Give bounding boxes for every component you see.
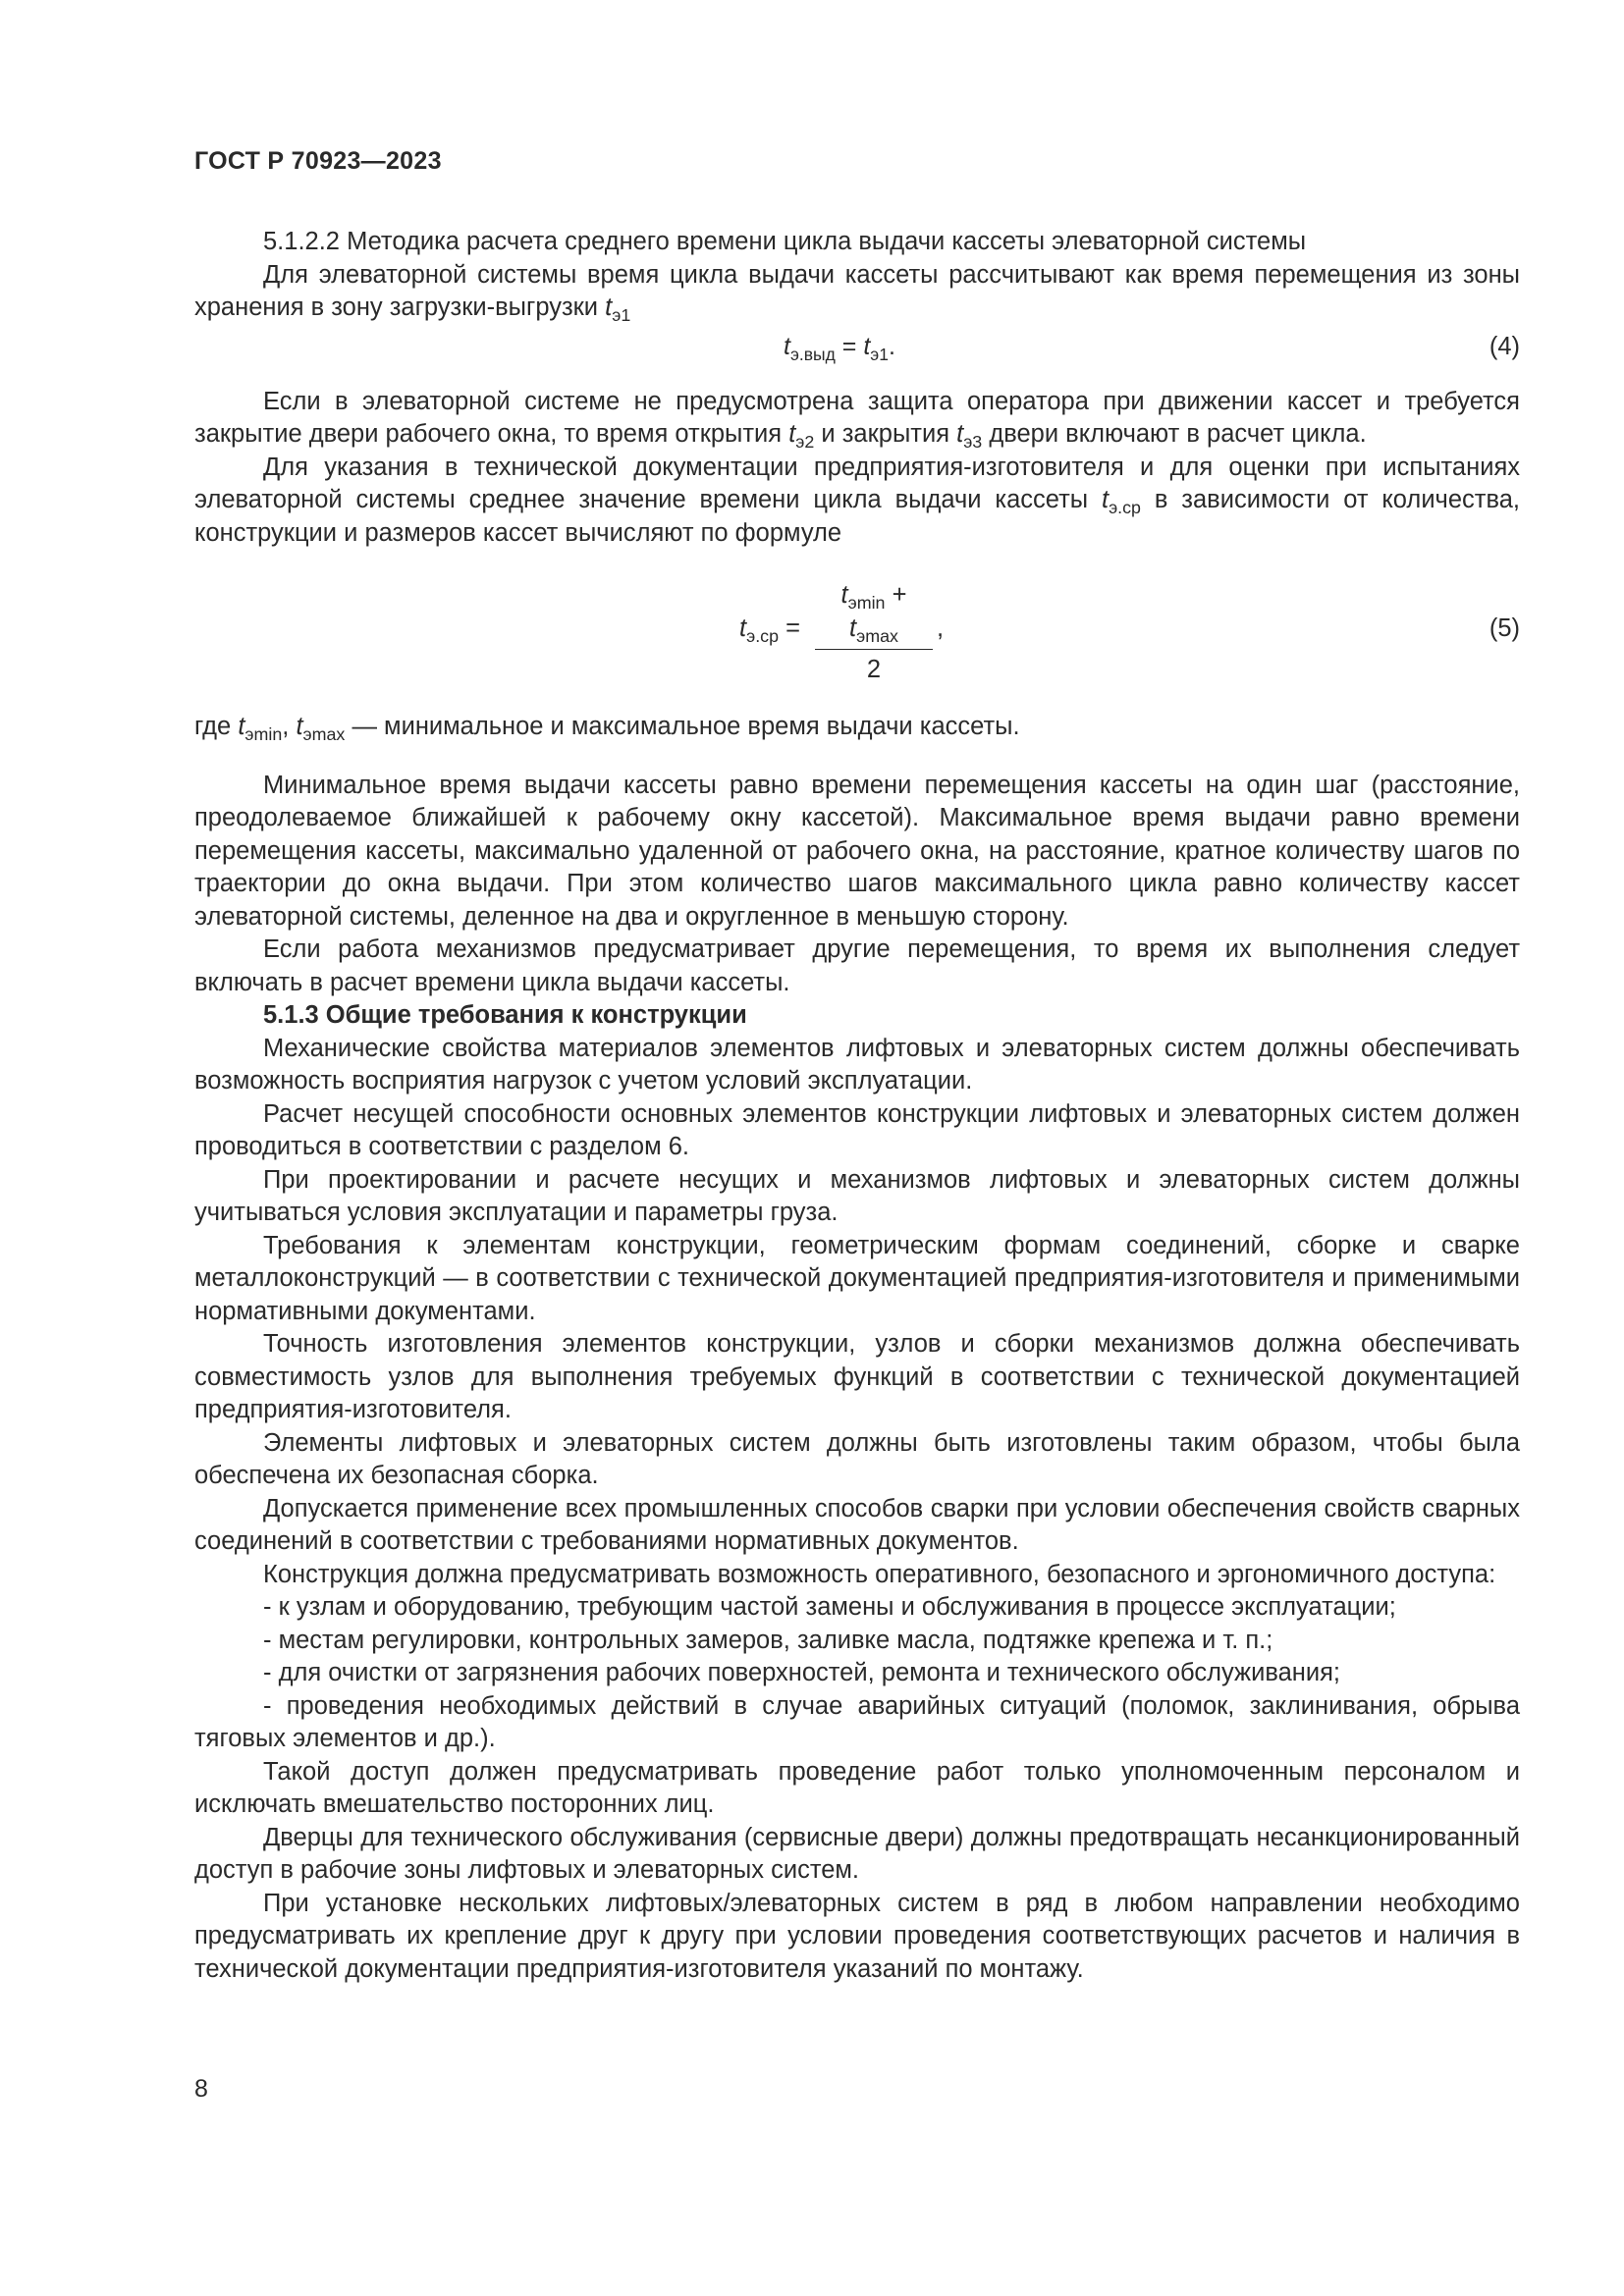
list-item: - проведения необходимых действий в случае аварийных ситуаций (поломок, заклинивания, обрыва тяговых элементов и др.). — [194, 1691, 1520, 1752]
fraction-denominator: 2 — [866, 656, 882, 683]
where-clause: где $t_{эmin}$, $t_{эmax}$ — минимальное и максимальное время выдачи кассеты. — [194, 713, 1020, 744]
paragraph: Если в элеваторной системе не предусмотрена защита оператора при движении кассет и требуется закрытие двери рабочего окна, то время открытия $t_{э2}$ и закрытия $t_{э3}$ двери включают в расчет цикла. — [194, 387, 1520, 452]
formula-4-expression: $t_{э.выд} = t_{э1}$. — [784, 332, 895, 364]
formula-5: $t_{э.ср}$ = $t_{эmin} + t_{эmax}$ 2 , (5) — [194, 579, 1520, 681]
paragraph: Такой доступ должен предусматривать проведение работ только уполномоченным персоналом и исключать вмешательство посторонних лиц. — [194, 1757, 1520, 1818]
document-header: ГОСТ Р 70923—2023 — [194, 147, 442, 175]
page-number: 8 — [194, 2075, 208, 2103]
list-item: - местам регулировки, контрольных замеров, заливке масла, подтяжке крепежа и т. п.; — [263, 1626, 1273, 1654]
paragraph: Для указания в технической документации предприятия-изготовителя и для оценки при испытаниях элеваторной системы среднее значение времени цикла выдачи кассеты $t_{э.ср}$ в зависимости от количества, конструкции и размеров кассет вычисляют по формуле — [194, 453, 1520, 547]
formula-5-fraction — [815, 579, 933, 687]
section-heading: 5.1.3 Общие требования к конструкции — [263, 1001, 747, 1029]
list-item: - для очистки от загрязнения рабочих поверхностей, ремонта и технического обслуживания; — [263, 1659, 1340, 1686]
paragraph: Расчет несущей способности основных элементов конструкции лифтовых и элеваторных систем должен проводиться в соответствии с разделом 6. — [194, 1099, 1520, 1160]
paragraph: Элементы лифтовых и элеваторных систем должны быть изготовлены таким образом, чтобы была обеспечена их безопасная сборка. — [194, 1428, 1520, 1489]
paragraph: Точность изготовления элементов конструкции, узлов и сборки механизмов должна обеспечивать совместимость узлов для выполнения требуемых функций в соответствии с технической документацией предприятия-изготовителя. — [194, 1330, 1520, 1423]
paragraph: Если работа механизмов предусматривает другие перемещения, то время их выполнения следует включать в расчет времени цикла выдачи кассеты. — [194, 935, 1520, 996]
formula-4 — [194, 331, 1520, 386]
paragraph: Для элеваторной системы время цикла выдачи кассеты рассчитывают как время перемещения из зоны хранения в зону загрузки-выгрузки $t_{э1}$ — [194, 260, 1520, 325]
document-body — [194, 226, 1520, 1986]
paragraph: При установке нескольких лифтовых/элеваторных систем в ряд в любом направлении необходимо предусматривать их крепление друг к другу при условии проведения соответствующих расчетов и наличия в технической документации предприятия-изготовителя указаний по монтажу. — [194, 1889, 1520, 1983]
paragraph: Механические свойства материалов элементов лифтовых и элеваторных систем должны обеспечивать возможность восприятия нагрузок с учетом условий эксплуатации. — [194, 1034, 1520, 1095]
paragraph: Допускается применение всех промышленных способов сварки при условии обеспечения свойств сварных соединений в соответствии с требованиями нормативных документов. — [194, 1494, 1520, 1555]
formula-5-number: (5) — [1489, 614, 1520, 642]
paragraph: Минимальное время выдачи кассеты равно времени перемещения кассеты на один шаг (расстояние, преодолеваемое ближайшей к рабочему окну кассетой). Максимальное время выдачи равно времени перемещения кассеты, максимально удаленной от рабочего окна, на расстояние, кратное количеству шагов по траектории до окна выдачи. При этом количество шагов максимального цикла равно количеству кассет элеваторной системы, деленное на два и округленное в меньшую сторону. — [194, 771, 1520, 931]
fraction-numerator: $t_{эmin} + t_{эmax}$ — [815, 579, 933, 650]
paragraph: Конструкция должна предусматривать возможность оперативного, безопасного и эргономичного доступа: — [263, 1560, 1496, 1588]
paragraph: При проектировании и расчете несущих и механизмов лифтовых и элеваторных систем должны учитываться условия эксплуатации и параметры груза. — [194, 1165, 1520, 1226]
paragraph: Требования к элементам конструкции, геометрическим формам соединений, сборке и сварке металлоконструкций — в соответствии с технической документацией предприятия-изготовителя и применимыми нормативными документами. — [194, 1231, 1520, 1325]
list-item: - к узлам и оборудованию, требующим частой замены и обслуживания в процессе эксплуатации; — [263, 1593, 1396, 1621]
formula-5-lhs: $t_{э.ср}$ = — [739, 614, 800, 646]
paragraph: Дверцы для технического обслуживания (сервисные двери) должны предотвращать несанкционированный доступ в рабочие зоны лифтовых и элеваторных систем. — [194, 1823, 1520, 1884]
formula-4-number: (4) — [1489, 332, 1520, 360]
subsection-title: 5.1.2.2 Методика расчета среднего времени цикла выдачи кассеты элеваторной системы — [263, 228, 1307, 255]
